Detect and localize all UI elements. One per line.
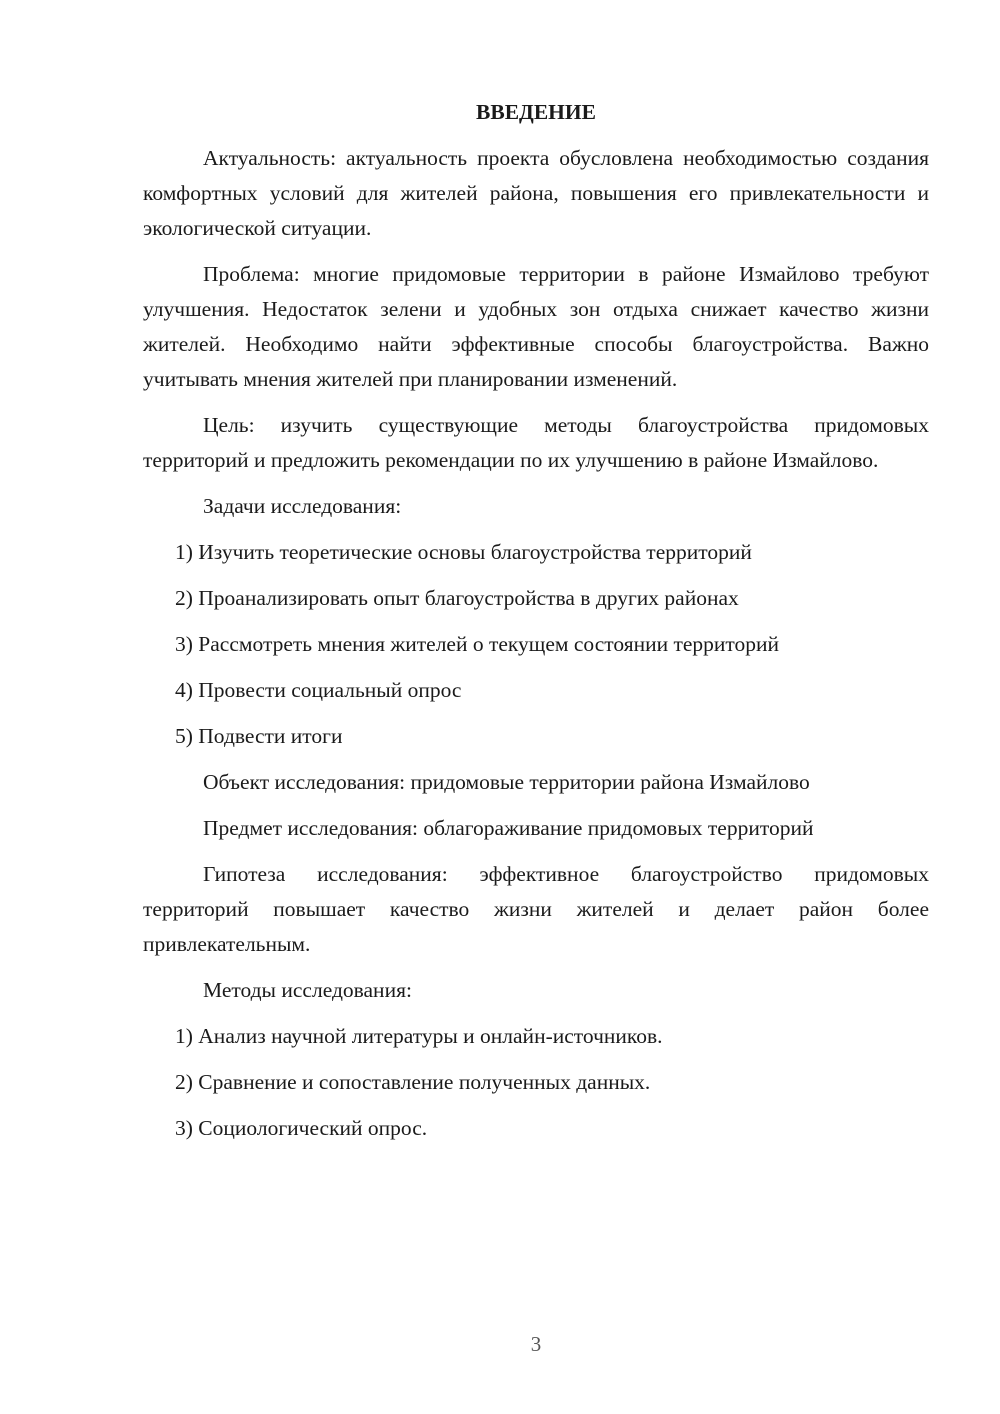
relevance-paragraph: Актуальность: актуальность проекта обусловлена необходимостью создания комфортных условий для жителей района, повышения его привлекательности и экологической ситуации.	[143, 146, 929, 240]
hypothesis-paragraph: Гипотеза исследования: эффективное благоустройство придомовых территорий повышает качество жизни жителей и делает район более привлекательным.	[143, 862, 929, 956]
methods-heading: Методы исследования:	[203, 978, 412, 1002]
list-item: 2) Сравнение и сопоставление полученных данных.	[175, 1070, 651, 1094]
list-item: 2) Проанализировать опыт благоустройства в других районах	[175, 586, 739, 610]
list-item: 1) Изучить теоретические основы благоустройства территорий	[175, 540, 752, 564]
problem-paragraph: Проблема: многие придомовые территории в районе Измайлово требуют улучшения. Недостаток зелени и удобных зон отдыха снижает качество жизни жителей. Необходимо найти эффективные способы благоустройства. Важно учитывать мнения жителей при планировании изменений.	[143, 262, 929, 391]
page-content	[143, 95, 929, 1157]
goal-paragraph: Цель: изучить существующие методы благоустройства придомовых территорий и предложить рекомендации по их улучшению в районе Измайлово.	[143, 413, 929, 472]
list-item: 4) Провести социальный опрос	[175, 678, 462, 702]
list-item: 1) Анализ научной литературы и онлайн-источников.	[175, 1024, 663, 1048]
subject-line: Предмет исследования: облагораживание придомовых территорий	[203, 816, 814, 840]
section-title: ВВЕДЕНИЕ	[476, 100, 596, 124]
page-number: 3	[530, 1332, 542, 1356]
list-item: 3) Социологический опрос.	[175, 1116, 428, 1140]
list-item: 3) Рассмотреть мнения жителей о текущем состоянии территорий	[175, 632, 780, 656]
methods-list	[143, 1019, 929, 1146]
tasks-list	[143, 535, 929, 754]
list-item: 5) Подвести итоги	[175, 724, 343, 748]
tasks-heading: Задачи исследования:	[203, 494, 402, 518]
object-line: Объект исследования: придомовые территории района Измайлово	[203, 770, 810, 794]
